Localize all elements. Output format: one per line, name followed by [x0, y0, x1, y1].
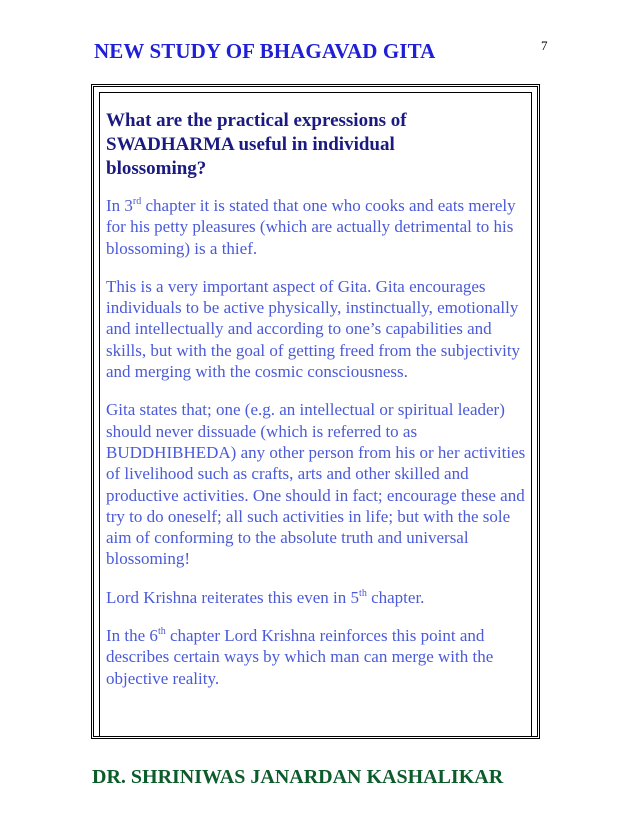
text-run: chapter it is stated that one who cooks and eats merely for his petty pleasures (which are actually detrimental to his blossoming) is a thief.	[106, 196, 516, 258]
content-frame	[91, 84, 540, 739]
paragraph-5	[106, 625, 536, 689]
question-line: What are the practical expressions of	[106, 110, 407, 131]
content-frame-inner	[99, 92, 532, 736]
question-heading	[106, 109, 466, 181]
superscript: th	[157, 626, 166, 638]
text-run: In the 6	[106, 626, 158, 646]
page-header-title: NEW STUDY OF BHAGAVAD GITA	[94, 39, 436, 63]
paragraph-3: Gita states that; one (e.g. an intellectual or spiritual leader) should never dissuade (which is referred to as BUDDHIBHEDA) any other person from his or her activities of livelihood such as crafts, arts and other skilled and productive activities. One should in fact; encourage these and try to do oneself; all such activities in life; but with the sole aim of conforming to the absolute truth and universal blossoming!	[106, 400, 526, 569]
superscript: rd	[132, 196, 142, 207]
superscript: th	[359, 587, 367, 599]
question-line: SWADHARMA useful in individual	[106, 134, 395, 155]
paragraph-1	[106, 195, 536, 259]
footer-author-name: DR. SHRINIWAS JANARDAN KASHALIKAR	[92, 766, 504, 788]
question-line: blossoming?	[106, 158, 207, 179]
text-run: In 3	[106, 196, 133, 215]
page-number: 7	[541, 38, 548, 53]
text-run: chapter.	[366, 587, 425, 607]
paragraph-2: This is a very important aspect of Gita. Gita encourages individuals to be active physically, instinctually, emotionally and intellectually and according to one’s capabilities and skills, but with the goal of getting freed from the subjectivity and merging with the cosmic consciousness.	[106, 276, 521, 382]
paragraph-4	[106, 587, 536, 608]
text-run: Lord Krishna reiterates this even in 5	[106, 587, 360, 607]
text-run: chapter Lord Krishna reinforces this point and describes certain ways by which man can merge with the objective reality.	[106, 626, 494, 688]
